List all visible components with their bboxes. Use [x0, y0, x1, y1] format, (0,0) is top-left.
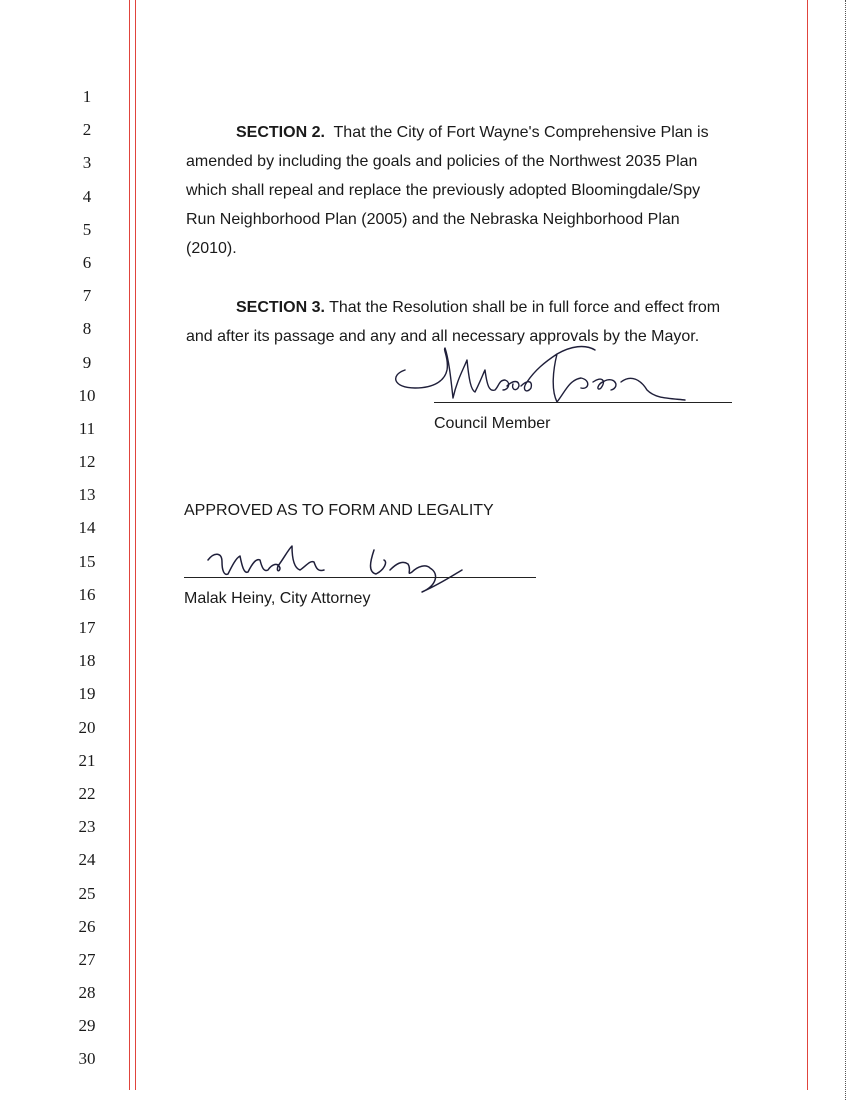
council-signature-line [434, 402, 732, 403]
line-number: 7 [82, 286, 92, 306]
section-2-line-5: (2010). [186, 240, 237, 257]
section-3-line-2: and after its passage and any and all necessary approvals by the Mayor. [186, 328, 700, 345]
line-number: 27 [78, 949, 96, 969]
line-number: 1 [82, 87, 92, 106]
line-number: 4 [82, 186, 92, 206]
section-2-line-3: which shall repeal and replace the previously adopted Bloomingdale/Spy [186, 182, 701, 199]
line-number: 19 [78, 684, 96, 704]
line-number: 18 [78, 651, 96, 671]
city-attorney-label: Malak Heiny, City Attorney [184, 590, 371, 607]
section-2-paragraph [186, 118, 756, 263]
section-2-line-1: That the City of Fort Wayne's Comprehensive Plan is [333, 124, 709, 141]
page-edge-perforation [845, 0, 846, 1100]
line-number: 8 [82, 319, 92, 339]
line-number: 3 [82, 153, 92, 173]
line-number: 9 [82, 352, 92, 372]
line-number: 14 [78, 518, 96, 538]
attorney-signature-line [184, 577, 536, 578]
section-3-line-1: That the Resolution shall be in full force and effect from [329, 299, 721, 316]
section-2-heading: SECTION 2. [236, 124, 325, 141]
line-number: 11 [78, 418, 96, 438]
right-margin-rule [807, 0, 808, 1090]
line-number: 16 [78, 584, 96, 604]
line-number: 10 [78, 385, 96, 405]
line-number: 6 [82, 252, 92, 272]
line-number: 22 [78, 783, 96, 803]
left-margin-rule-outer [129, 0, 130, 1090]
line-number: 15 [78, 551, 96, 571]
line-number-column [60, 84, 114, 1080]
council-member-signature [385, 340, 695, 420]
section-2-line-4: Run Neighborhood Plan (2005) and the Nebraska Neighborhood Plan [186, 211, 680, 228]
line-number: 24 [78, 850, 96, 870]
approval-heading: APPROVED AS TO FORM AND LEGALITY [184, 502, 494, 519]
line-number: 20 [78, 717, 96, 737]
line-number: 13 [78, 485, 96, 505]
line-number: 2 [82, 120, 92, 140]
line-number: 5 [82, 219, 92, 239]
line-number: 12 [78, 452, 96, 472]
council-member-label: Council Member [434, 415, 551, 432]
left-margin-rule-inner [135, 0, 136, 1090]
line-number: 28 [78, 983, 96, 1003]
section-3-heading: SECTION 3. [236, 299, 325, 316]
section-2-line-2: amended by including the goals and policies of the Northwest 2035 Plan [186, 153, 698, 170]
line-number: 23 [78, 817, 96, 837]
line-number: 25 [78, 883, 96, 903]
line-number: 30 [78, 1049, 96, 1069]
line-number: 21 [78, 750, 96, 770]
line-number: 17 [78, 618, 96, 637]
line-number: 29 [78, 1016, 96, 1036]
line-number: 26 [78, 916, 96, 936]
